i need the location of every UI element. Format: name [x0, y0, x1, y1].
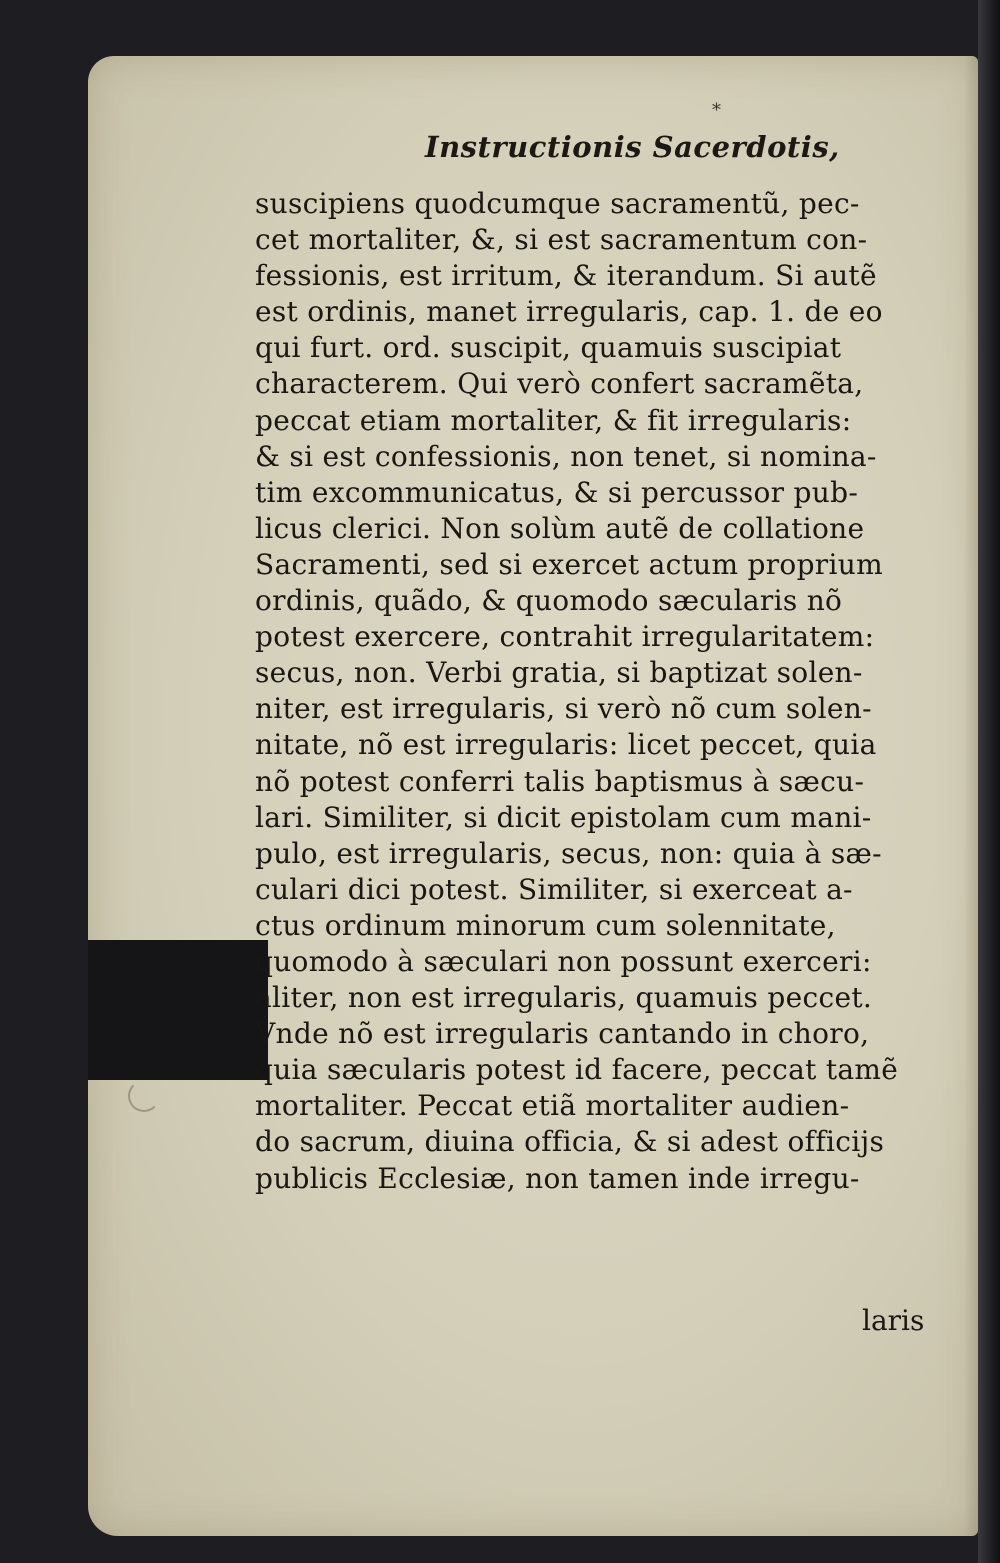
- text-line: aliter, non est irregularis, quamuis peccet.: [255, 981, 873, 1015]
- text-line: ordinis, quãdo, & quomodo sæcularis nõ: [255, 584, 843, 618]
- text-line: & si est confessionis, non tenet, si nomina-: [255, 439, 877, 473]
- text-line: niter, est irregularis, si verò nõ cum solen-: [255, 692, 872, 726]
- text-line: quia sæcularis potest id facere, peccat tamẽ: [255, 1053, 899, 1087]
- text-line: culari dici potest. Similiter, si exerceat a-: [255, 872, 853, 906]
- text-line: peccat etiam mortaliter, & fit irregularis:: [255, 403, 852, 437]
- text-line: tim excommunicatus, & si percussor pub-: [255, 475, 859, 509]
- text-line: lari. Similiter, si dicit epistolam cum mani-: [255, 800, 872, 834]
- dark-tab-mark: [88, 940, 268, 1080]
- text-line: Vnde nõ est irregularis cantando in choro,: [255, 1017, 870, 1051]
- text-line: licus clerici. Non solùm autẽ de collatione: [255, 511, 865, 545]
- text-line: do sacrum, diuina officia, & si adest officijs: [255, 1125, 885, 1159]
- text-line: characterem. Qui verò confert sacramẽta,: [255, 367, 864, 401]
- text-line: suscipiens quodcumque sacramentũ, pec-: [255, 187, 860, 220]
- stain-mark: [128, 1080, 160, 1112]
- running-head: Instructionis Sacerdotis,: [425, 130, 840, 164]
- text-line: secus, non. Verbi gratia, si baptizat solen-: [255, 656, 863, 690]
- text-line: Sacramenti, sed si exercet actum proprium: [255, 547, 883, 581]
- text-line: publicis Ecclesiæ, non tamen inde irregu-: [255, 1161, 860, 1195]
- text-line: nõ potest conferri talis baptismus à sæcu-: [255, 764, 865, 798]
- ornament-mark: *: [712, 100, 721, 121]
- text-line: est ordinis, manet irregularis, cap. 1. de eo: [255, 295, 883, 329]
- page-edge-shadow: [964, 56, 978, 1536]
- body-text: [255, 186, 955, 1197]
- book-binding: [978, 0, 1000, 1563]
- catchword: laris: [862, 1304, 925, 1337]
- text-line: ctus ordinum minorum cum solennitate,: [255, 908, 836, 942]
- text-line: mortaliter. Peccat etiã mortaliter audien-: [255, 1089, 850, 1123]
- text-line: qui furt. ord. suscipit, quamuis suscipiat: [255, 331, 842, 365]
- text-line: fessionis, est irritum, & iterandum. Si autẽ: [255, 259, 877, 293]
- text-line: pulo, est irregularis, secus, non: quia à sæ-: [255, 836, 882, 870]
- text-line: cet mortaliter, &, si est sacramentum con-: [255, 223, 868, 257]
- text-line: quomodo à sæculari non possunt exerceri:: [255, 944, 872, 978]
- text-line: potest exercere, contrahit irregularitatem:: [255, 620, 875, 654]
- text-line: nitate, nõ est irregularis: licet peccet, quia: [255, 728, 877, 762]
